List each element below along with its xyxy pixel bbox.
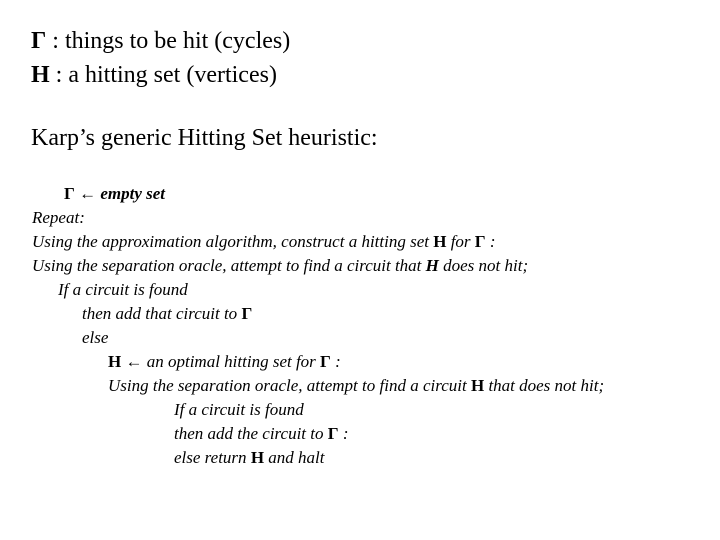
definition-gamma-text: : things to be hit (cycles) — [52, 28, 291, 54]
if-found-line: If a circuit is found — [58, 280, 188, 299]
algorithm-heading: Karp’s generic Hitting Set heuristic: — [31, 125, 378, 151]
definition-h — [31, 61, 277, 89]
step2-end: does not hit; — [443, 256, 529, 275]
else-line: else — [82, 328, 109, 347]
step2-text: Using the separation oracle, attempt to find a circuit that — [32, 256, 422, 275]
h-symbol: H — [31, 62, 50, 88]
left-arrow-icon: ← — [79, 184, 97, 203]
gamma-symbol: Γ — [474, 232, 486, 251]
definition-h-text: : a hitting set (vertices) — [55, 62, 277, 88]
step1-for: for — [450, 232, 471, 251]
then-add-line-2 — [174, 423, 349, 445]
step3-text: Using the separation oracle, attempt to find a circuit — [108, 376, 467, 395]
step3-line — [108, 375, 604, 397]
gamma-symbol: Γ — [241, 304, 253, 323]
step1-text: Using the approximation algorithm, construct a hitting set — [32, 232, 429, 251]
if-found-line-2: If a circuit is found — [174, 400, 304, 419]
left-arrow-icon: ← — [125, 352, 143, 371]
h-symbol: H — [433, 232, 447, 251]
init-text: empty set — [100, 184, 165, 203]
assign-end: : — [335, 352, 341, 371]
step3-end: that does not hit; — [488, 376, 605, 395]
h-symbol: H — [108, 352, 122, 371]
else-return-text: else return — [174, 448, 247, 467]
else-return-end: and halt — [268, 448, 325, 467]
step2-line — [32, 255, 528, 277]
repeat-line: Repeat: — [32, 208, 85, 227]
gamma-symbol: Γ — [320, 352, 331, 371]
h-symbol: H — [470, 376, 485, 395]
assign-line — [108, 351, 341, 373]
definition-gamma — [31, 27, 290, 55]
then-add-end-2: : — [342, 424, 349, 443]
gamma-symbol: Γ — [64, 184, 75, 203]
h-symbol: H — [425, 256, 439, 275]
then-add-line — [82, 303, 252, 325]
step1-line — [32, 231, 496, 253]
step1-end: : — [489, 232, 496, 251]
init-line — [64, 183, 165, 205]
then-add-text-2: then add the circuit to — [174, 424, 324, 443]
else-return-line — [174, 447, 325, 469]
gamma-symbol: Γ — [31, 28, 47, 54]
then-add-text: then add that circuit to — [82, 304, 238, 323]
h-symbol: H — [250, 448, 265, 467]
assign-text: an optimal hitting set for — [146, 352, 316, 371]
gamma-symbol: Γ — [327, 424, 339, 443]
